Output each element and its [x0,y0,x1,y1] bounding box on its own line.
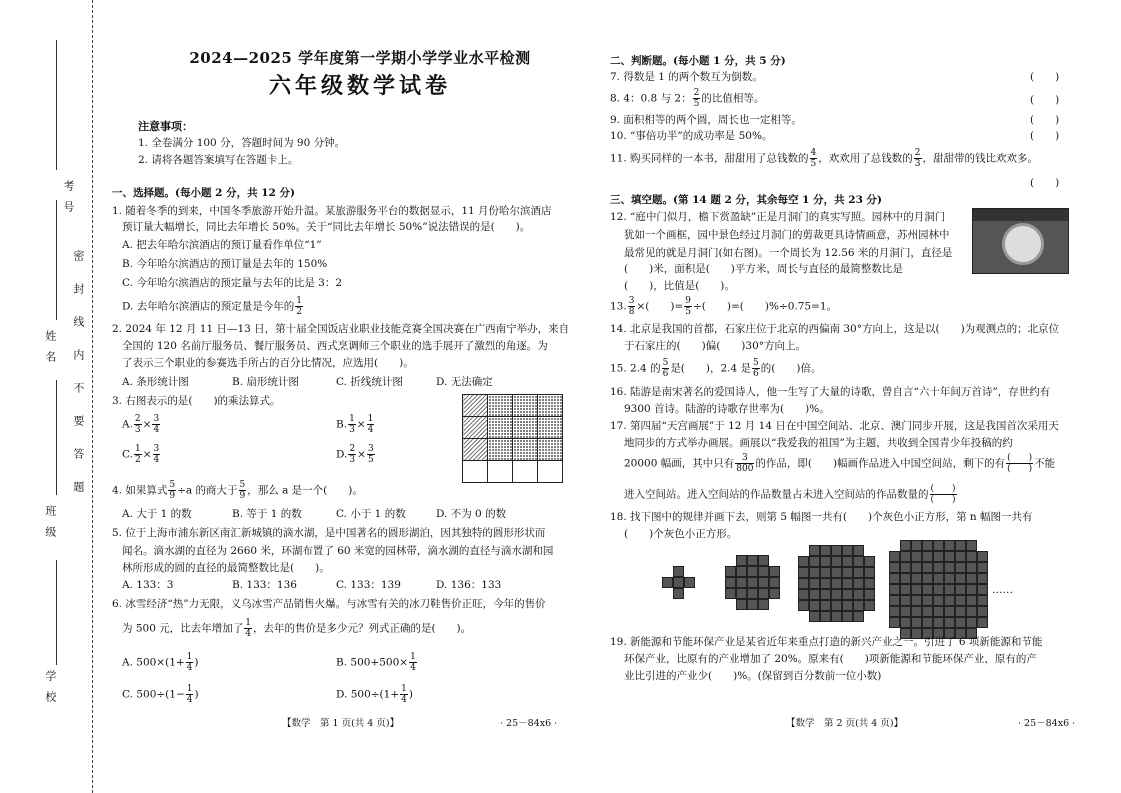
pattern-square [966,606,977,617]
pattern-square [966,573,977,584]
pattern-square [889,595,900,606]
pattern-square [725,577,736,588]
margin-banji-label: 班级 [43,505,57,547]
pattern-square [922,551,933,562]
pattern-square [900,617,911,628]
pattern-square [673,588,684,599]
pattern-square [853,567,864,578]
pattern-square [944,562,955,573]
pattern-square [853,578,864,589]
q3-option-d: D. $\frac{2}{3}$ × $\frac{3}{5}$ [336,444,374,465]
margin-xuexiao-label: 学校 [43,670,57,712]
pattern-square [820,545,831,556]
pattern-square [922,595,933,606]
pattern-square [842,600,853,611]
pattern-square [900,562,911,573]
notes-item-1: 1. 全卷满分 100 分，答题时间为 90 分钟。 [138,137,346,149]
pattern-square [864,589,875,600]
pattern-square [842,545,853,556]
q18-pattern-ellipsis: …… [992,584,1013,596]
pattern-square [944,606,955,617]
pattern-square [911,540,922,551]
q10-answer-paren: ( ) [1030,130,1060,142]
pattern-square [955,562,966,573]
pattern-square [725,588,736,599]
pattern-square [922,562,933,573]
q1-option-d: D. 去年哈尔滨酒店的预定量是今年的 $\frac{1}{2}$ [122,296,302,317]
q12-line1: 12. “庭中门似月，檐下赏盈缺”正是月洞门的真实写照。园林中的月洞门 [610,211,946,223]
q13-text: 13. $\frac{3}{8}$ ×( )= $\frac{9}{5}$ ÷( )=( )%÷0.75=1。 [610,296,838,317]
q16-line1: 16. 陆游是南宋著名的爱国诗人，他一生写了大量的诗歌，曾自言“六十年间万首诗”，存世约有 [610,386,1051,398]
q1-option-c: C. 今年哈尔滨酒店的预定量与去年的比是 3：2 [122,277,343,289]
pattern-square [944,584,955,595]
q1-option-b: B. 今年哈尔滨酒店的预订量是去年的 150% [122,258,328,270]
q3-option-b: B. $\frac{1}{3}$ × $\frac{1}{4}$ [336,414,374,435]
pattern-square [864,556,875,567]
q18-line1: 18. 找下图中的规律并画下去，则第 5 幅图一共有( )个灰色小正方形，第 n 幅图一共有 [610,511,1033,523]
pattern-square [933,595,944,606]
pattern-square [966,584,977,595]
pattern-square [900,595,911,606]
section2-heading: 二、判断题。(每小题 1 分，共 5 分) [610,55,786,67]
pattern-square [955,584,966,595]
xingming-line [56,200,57,320]
q19-line3: 业比引进的产业少( )%。(保留到百分数前一位小数) [624,670,882,682]
pattern-square [798,556,809,567]
pattern-square [820,578,831,589]
exam-title-line1: 2024—2025 学年度第一学期小学学业水平检测 [189,49,531,67]
q6-option-c: C. 500÷(1− $\frac{1}{4}$ ) [122,684,199,705]
pattern-square [831,589,842,600]
pattern-square [889,573,900,584]
pattern-square [853,556,864,567]
pattern-square [911,617,922,628]
q17-line4: 进入空间站。进入空间站的作品数量占未进入空间站的作品数量的 $\frac{( )}{( )}$ [624,484,956,505]
kaohao-line [56,40,57,170]
pattern-square [889,551,900,562]
pattern-square [820,556,831,567]
pattern-square [842,611,853,622]
pattern-square [820,567,831,578]
pattern-square [758,577,769,588]
pattern-square [889,606,900,617]
q1-option-a: A. 把去年哈尔滨酒店的预订量看作单位“1” [122,239,322,251]
pattern-square [977,617,988,628]
q2-text-line1: 2. 2024 年 12 月 11 日—13 日，第十届全国饭店业职业技能竞赛全国决赛在广西南宁举办，来自 [112,323,570,335]
pattern-square [809,589,820,600]
pattern-square [736,566,747,577]
q17-line3: 20000 幅画，其中只有 $\frac{3}{800}$ 的作品，即( )幅画作品进入中国空间站，剩下的有 $\frac{( )}{( )}$ 不能 [624,453,1056,474]
q19-line2: 环保产业，比原有的产业增加了 20%。原来有( )项新能源和节能环保产业，原有的产 [624,653,1037,665]
pattern-square [911,595,922,606]
pattern-square [977,595,988,606]
pattern-square [922,584,933,595]
pattern-square [747,566,758,577]
pattern-square [758,566,769,577]
pattern-square [809,600,820,611]
q4-option-d: D. 不为 0 的数 [436,508,507,520]
pattern-square [933,562,944,573]
pattern-square [900,573,911,584]
pattern-square [662,577,673,588]
pattern-square [864,578,875,589]
pattern-square [809,611,820,622]
q7-answer-paren: ( ) [1030,71,1060,83]
pattern-square [900,584,911,595]
pattern-square [977,562,988,573]
pattern-square [820,611,831,622]
pattern-square [944,595,955,606]
q5-option-b: B. 133：136 [232,579,297,591]
q4-option-a: A. 大于 1 的数 [122,508,192,520]
footer-right-code: · 25－84x6 · [1018,718,1076,729]
q15-text: 15. 2.4 的 $\frac{5}{6}$ 是( )，2.4 是 $\frac{5}{6}$ 的( )倍。 [610,358,822,379]
q6-option-a: A. 500×(1+ $\frac{1}{4}$ ) [122,652,199,673]
pattern-square [758,599,769,610]
pattern-square [911,562,922,573]
pattern-square [955,540,966,551]
pattern-square [911,606,922,617]
pattern-square [933,540,944,551]
pattern-square [831,567,842,578]
pattern-square [758,588,769,599]
pattern-square [955,551,966,562]
q6-option-b: B. 500+500× $\frac{1}{4}$ [336,652,416,673]
q6-option-d: D. 500÷(1+ $\frac{1}{4}$ ) [336,684,413,705]
q8-answer-paren: ( ) [1030,94,1060,106]
pattern-square [736,599,747,610]
pattern-square [911,573,922,584]
banji-line [56,380,57,495]
q10-text: 10. “事倍功半”的成功率是 50%。 [610,130,773,142]
pattern-square [831,611,842,622]
pattern-square [933,551,944,562]
pattern-square [798,600,809,611]
q5-option-c: C. 133：139 [336,579,401,591]
pattern-square [922,540,933,551]
pattern-square [831,556,842,567]
pattern-square [842,556,853,567]
pattern-square [747,588,758,599]
q16-line2: 9300 首诗。陆游的诗歌存世率为( )%。 [624,403,830,415]
pattern-square [809,556,820,567]
pattern-square [831,578,842,589]
pattern-square [955,617,966,628]
pattern-square [864,600,875,611]
pattern-square [933,606,944,617]
q12-line4: ( )米，面积是( )平方米，周长与直径的最简整数比是 [624,263,903,275]
pattern-square [889,562,900,573]
q14-line2: 于石家庄的( )偏( )30°方向上。 [624,340,806,352]
q11-answer-paren: ( ) [1030,177,1060,189]
q2-option-a: A. 条形统计图 [122,376,189,388]
q4-option-b: B. 等于 1 的数 [232,508,302,520]
pattern-square [966,595,977,606]
q9-answer-paren: ( ) [1030,114,1060,126]
pattern-square [922,617,933,628]
margin-seal-text: 密封线内不要答题 [71,250,85,514]
pattern-square [809,567,820,578]
pattern-square [955,606,966,617]
pattern-square [842,567,853,578]
q6-text-line1: 6. 冰雪经济“热”力无限，义乌冰雪产品销售火爆。与冰雪有关的冰刀鞋售价正旺，今年的售价 [112,598,546,610]
pattern-square [769,566,780,577]
pattern-square [933,617,944,628]
pattern-square [966,551,977,562]
pattern-square [769,577,780,588]
pattern-square [673,566,684,577]
pattern-square [853,589,864,600]
pattern-square [820,589,831,600]
pattern-square [736,555,747,566]
pattern-square [758,555,769,566]
exam-title-line2: 六年级数学试卷 [268,73,451,99]
pattern-square [864,567,875,578]
pattern-square [955,573,966,584]
pattern-square [798,567,809,578]
q4-option-c: C. 小于 1 的数 [336,508,406,520]
q2-option-d: D. 无法确定 [436,376,493,388]
q14-line1: 14. 北京是我国的首都，石家庄位于北京的西偏南 30°方向上，这是以( )为观测点的；北京位 [610,323,1060,335]
footer-left-code: · 25－84x6 · [500,718,558,729]
pattern-square [831,600,842,611]
q2-option-b: B. 扇形统计图 [232,376,299,388]
pattern-square [736,577,747,588]
pattern-square [977,606,988,617]
pattern-square [911,551,922,562]
pattern-square [769,588,780,599]
pattern-square [900,540,911,551]
notes-item-2: 2. 请将各题答案填写在答题卡上。 [138,154,299,166]
q8-text: 8. 4：0.8 与 2： $\frac{2}{5}$ 的比值相等。 [610,88,765,109]
pattern-square [798,589,809,600]
pattern-square [955,595,966,606]
pattern-square [966,562,977,573]
pattern-square [977,573,988,584]
q3-fraction-grid-figure [462,394,563,483]
q18-line2: ( )个灰色小正方形。 [624,528,738,540]
footer-right-page: 【数学 第 2 页(共 4 页)】 [786,718,904,729]
pattern-square [889,617,900,628]
q5-option-a: A. 133：3 [122,579,174,591]
pattern-square [820,600,831,611]
pattern-square [944,617,955,628]
pattern-square [747,599,758,610]
pattern-square [853,545,864,556]
q11-text: 11. 购买同样的一本书，甜甜用了总钱数的 $\frac{4}{5}$ ，欢欢用了总钱数的 $\frac{2}{3}$ ，甜甜带的钱比欢欢多。 [610,148,1039,169]
pattern-square [889,584,900,595]
pattern-square [922,573,933,584]
q4-text: 4. 如果算式 $\frac{5}{9}$ ÷a 的商大于 $\frac{5}{9}$ ，那么 a 是一个( )。 [112,480,363,501]
pattern-square [853,600,864,611]
q9-text: 9. 面积相等的两个圆，周长也一定相等。 [610,114,802,126]
q6-text-line2: 为 500 元，比去年增加了 $\frac{1}{4}$ ，去年的售价是多少元？列式正确的是( )。 [122,618,472,639]
moon-gate-photo [972,208,1069,274]
section3-heading: 三、填空题。(第 14 题 2 分，其余每空 1 分，共 23 分) [610,194,883,206]
q1-text-line2: 预订量大幅增长，同比去年增长 50%。关于“同比去年增长 50%”说法错误的是( )。 [122,221,531,233]
pattern-square [747,577,758,588]
pattern-square [798,578,809,589]
q12-line5: ( )，比值是( )。 [624,280,735,292]
pattern-square [684,577,695,588]
pattern-square [842,578,853,589]
pattern-square [944,540,955,551]
pattern-square [922,606,933,617]
q3-option-c: C. $\frac{1}{2}$ × $\frac{3}{4}$ [122,444,160,465]
pattern-square [842,589,853,600]
q5-text-line1: 5. 位于上海市浦东新区南汇新城镇的滴水湖，是中国著名的圆形湖泊，因其独特的圆形形状而 [112,527,546,539]
binding-line [92,0,93,793]
q1-text-line1: 1. 随着冬季的到来，中国冬季旅游开始升温。某旅游服务平台的数据显示，11 月份哈尔滨酒店 [112,205,552,217]
q19-line1: 19. 新能源和节能环保产业是某省近年来重点打造的新兴产业之一。引进了 6 项新能源和节能 [610,636,1043,648]
pattern-square [966,540,977,551]
pattern-square [977,584,988,595]
pattern-square [809,578,820,589]
pattern-square [944,573,955,584]
q3-option-a: A. $\frac{2}{3}$ × $\frac{3}{4}$ [122,414,160,435]
margin-xingming-label: 姓名 [43,330,57,372]
pattern-square [725,566,736,577]
pattern-square [933,584,944,595]
pattern-square [944,551,955,562]
pattern-square [809,545,820,556]
pattern-square [900,551,911,562]
pattern-square [966,617,977,628]
section1-heading: 一、选择题。(每小题 2 分，共 12 分) [112,187,295,199]
pattern-square [933,573,944,584]
pattern-square [977,551,988,562]
q5-text-line3: 林所形成的圆的直径的最简整数比是( )。 [122,562,330,574]
q2-text-line2: 全国的 120 名前厅服务员、餐厅服务员、西式烹调师三个职业的选手展开了激烈的角逐。为 [122,340,548,352]
pattern-square [911,584,922,595]
q2-option-c: C. 折线统计图 [336,376,403,388]
q12-line2: 犹如一个画框，园中景色经过月洞门的剪裁更具诗情画意，苏州园林中 [624,229,950,241]
q7-text: 7. 得数是 1 的两个数互为倒数。 [610,71,763,83]
q5-text-line2: 闻名。滴水湖的直径为 2660 米，环湖布置了 60 米宽的园林带，滴水湖的直径与滴水湖和园 [122,545,554,557]
pattern-square [853,611,864,622]
q3-text: 3. 右图表示的是( )的乘法算式。 [112,395,281,407]
pattern-square [736,588,747,599]
q5-option-d: D. 136：133 [436,579,502,591]
notes-heading: 注意事项： [138,120,193,133]
margin-kaohao-label: 考号 [61,180,75,222]
pattern-square [900,606,911,617]
q12-line3: 最常见的就是月洞门(如右图)。一个周长为 12.56 米的月洞门，直径是 [624,247,953,259]
xuexiao-line [56,560,57,665]
pattern-square [673,577,684,588]
q17-line1: 17. 第四届“天宫画展”于 12 月 14 日在中国空间站、北京、澳门同步开展，这是我国首次采用天 [610,420,1059,432]
q2-text-line3: 了表示三个职业的参赛选手所占的百分比情况，应选用( )。 [122,357,414,369]
pattern-square [747,555,758,566]
pattern-square [831,545,842,556]
footer-left-page: 【数学 第 1 页(共 4 页)】 [282,718,400,729]
q17-line2: 地同步的方式举办画展。画展以“我爱我的祖国”为主题，共收到全国青少年投稿的约 [624,437,1013,449]
